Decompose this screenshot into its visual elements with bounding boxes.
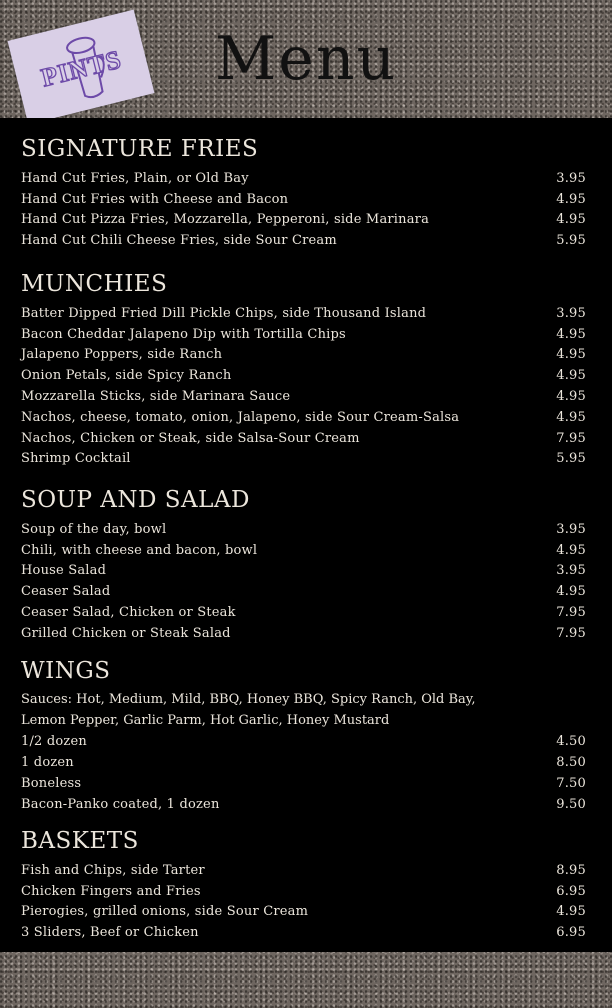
menu-item [21,168,586,189]
item-name: Hand Cut Pizza Fries, Mozzarella, Pepperoni, side Marinara [21,212,430,228]
menu-item [21,540,586,561]
section-baskets [21,826,586,943]
menu-item [21,407,586,428]
section-title: SOUP AND SALAD [21,487,250,513]
section-title: BASKETS [21,828,139,854]
menu-item [21,902,586,923]
sauces-note: Sauces: Hot, Medium, Mild, BBQ, Honey BBQ, Spicy Ranch, Old Bay, [21,692,476,707]
item-price: 4.95 [556,389,586,405]
item-name: Batter Dipped Fried Dill Pickle Chips, side Thousand Island [21,305,427,321]
section-title: SIGNATURE FRIES [21,136,259,162]
item-price: 3.95 [556,305,586,321]
item-name: Ceaser Salad [21,584,111,600]
item-price: 4.95 [556,326,586,342]
menu-item [21,602,586,623]
item-name: Hand Cut Fries with Cheese and Bacon [21,191,289,207]
item-price: 4.95 [556,212,586,228]
item-price: 3.95 [556,563,586,579]
menu-item [21,773,586,794]
item-price: 4.95 [556,904,586,920]
item-name: Boneless [21,776,82,792]
item-price: 4.95 [556,542,586,558]
section-munchies [21,269,586,469]
item-name: 1/2 dozen [21,734,87,750]
item-name: Bacon Cheddar Jalapeno Dip with Tortilla Chips [21,326,346,342]
menu-item [21,210,586,231]
item-name: 3 Sliders, Beef or Chicken [21,925,199,941]
section-soup-and-salad [21,485,586,644]
menu-item [21,428,586,449]
section-wings [21,656,586,815]
logo-text: PINTS [38,44,125,93]
item-name: Jalapeno Poppers, side Ranch [21,347,223,363]
section-title: MUNCHIES [21,271,168,297]
menu-panel [0,118,612,952]
item-price: 4.50 [556,734,586,750]
item-name: Fish and Chips, side Tarter [21,862,205,878]
item-name: Hand Cut Fries, Plain, or Old Bay [21,170,249,186]
sauces-note: Lemon Pepper, Garlic Parm, Hot Garlic, Honey Mustard [21,712,390,728]
item-price: 4.95 [556,409,586,425]
item-name: Chicken Fingers and Fries [21,883,201,899]
item-price: 7.95 [556,605,586,621]
item-name: Ceaser Salad, Chicken or Steak [21,605,236,621]
item-price: 3.95 [556,170,586,186]
menu-item [21,345,586,366]
menu-item [21,860,586,881]
item-price: 4.95 [556,368,586,384]
item-price: 7.50 [556,776,586,792]
section-signature-fries [21,134,586,251]
item-price: 4.95 [556,584,586,600]
menu-item [21,365,586,386]
menu-item [21,303,586,324]
menu-item [21,189,586,210]
section-title: WINGS [21,658,111,684]
item-price: 5.95 [556,233,586,249]
menu-item [21,752,586,773]
item-name: Grilled Chicken or Steak Salad [21,625,231,641]
menu-item [21,922,586,943]
item-name: Nachos, Chicken or Steak, side Salsa-Sour Cream [21,430,360,446]
menu-header [0,0,612,118]
page-title: Menu [214,24,398,94]
item-name: Nachos, cheese, tomato, onion, Jalapeno, side Sour Cream-Salsa [21,409,460,425]
menu-item [21,449,586,470]
item-price: 4.95 [556,347,586,363]
menu-item [21,732,586,753]
item-name: Shrimp Cocktail [21,451,131,467]
item-price: 5.95 [556,451,586,467]
menu-item [21,519,586,540]
item-price: 8.50 [556,755,586,771]
menu-item [21,881,586,902]
item-name: Onion Petals, side Spicy Ranch [21,368,232,384]
item-price: 6.95 [556,925,586,941]
menu-item [21,561,586,582]
item-name: Hand Cut Chili Cheese Fries, side Sour Cream [21,233,337,249]
item-price: 7.95 [556,625,586,641]
item-name: Mozzarella Sticks, side Marinara Sauce [21,389,291,405]
menu-item [21,623,586,644]
item-name: House Salad [21,563,107,579]
item-name: Bacon-Panko coated, 1 dozen [21,796,220,812]
item-name: Soup of the day, bowl [21,521,167,537]
item-price: 9.50 [556,796,586,812]
menu-item [21,581,586,602]
menu-item [21,230,586,251]
item-price: 4.95 [556,191,586,207]
item-price: 6.95 [556,883,586,899]
item-price: 8.95 [556,862,586,878]
item-price: 7.95 [556,430,586,446]
item-name: Chili, with cheese and bacon, bowl [21,542,258,558]
item-price: 3.95 [556,521,586,537]
item-name: 1 dozen [21,755,74,771]
item-name: Pierogies, grilled onions, side Sour Cream [21,904,309,920]
menu-item [21,324,586,345]
menu-item [21,386,586,407]
menu-item [21,794,586,815]
